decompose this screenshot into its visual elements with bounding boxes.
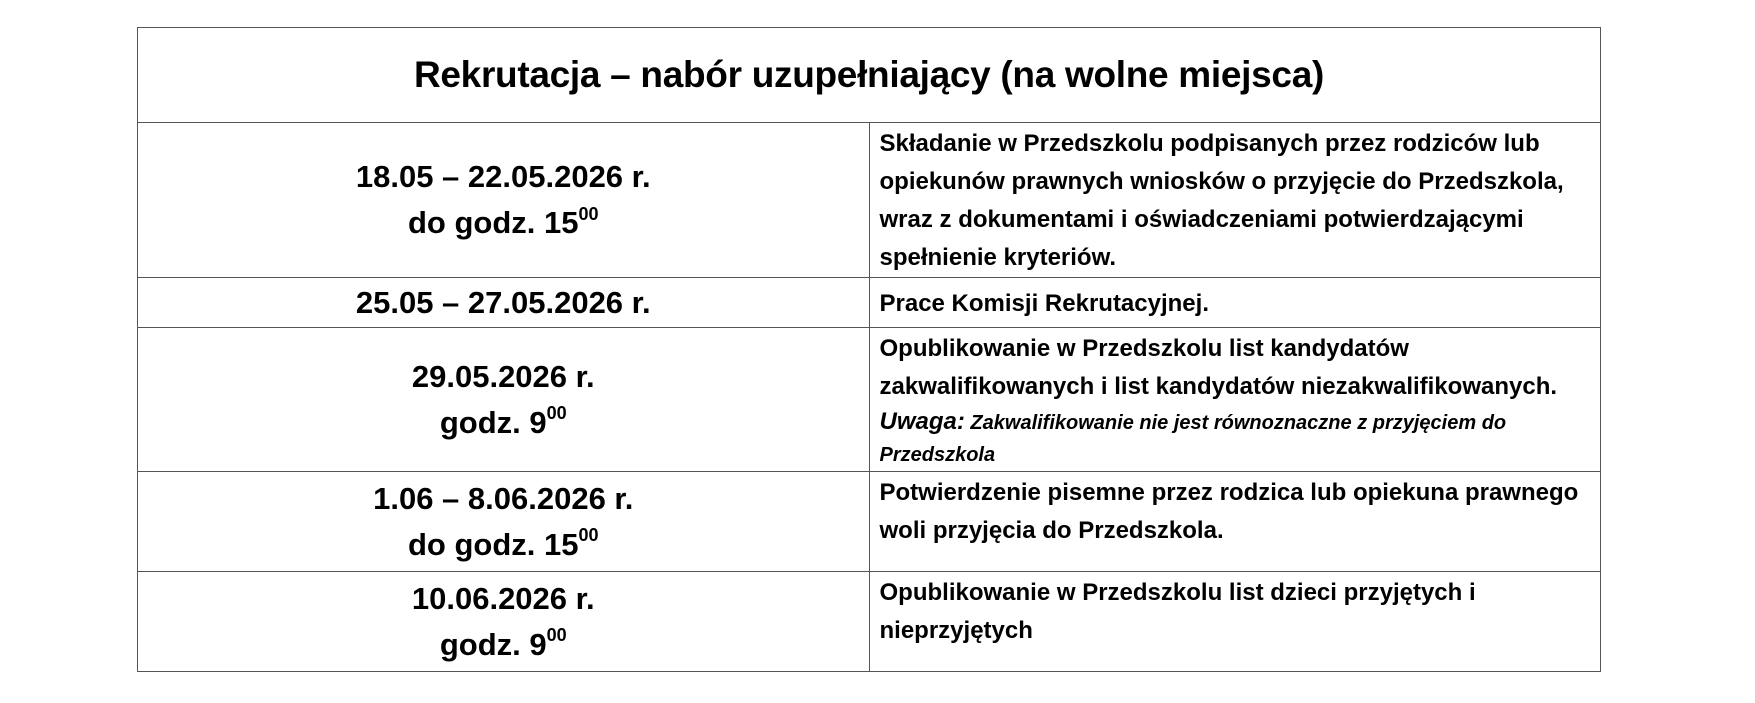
date-cell xyxy=(138,278,870,328)
deadline-time: godz. $9^{00}$ xyxy=(439,625,567,662)
date-range: 18.05 – 22.05.2026 r. xyxy=(355,159,651,194)
table-row xyxy=(138,472,1601,572)
table-header-row xyxy=(138,28,1601,123)
table-row xyxy=(138,572,1601,672)
date-range: 10.06.2026 r. xyxy=(411,580,595,616)
description-text: Opublikowanie w Przedszkolu list kandydatów zakwalifikowanych i list kandydatów niezakwalifikowanych. xyxy=(879,335,1558,400)
date-range: 1.06 – 8.06.2026 r. xyxy=(373,480,634,516)
note-label: Uwaga: xyxy=(879,408,965,435)
date-cell xyxy=(138,123,870,278)
description-cell: Opublikowanie w Przedszkolu list dzieci przyjętych i nieprzyjętych xyxy=(869,572,1601,672)
table-row xyxy=(138,123,1601,278)
date-range: 29.05.2026 r. xyxy=(411,358,595,394)
deadline-time: godz. $9^{00}$ xyxy=(439,403,567,440)
page-title: Rekrutacja – nabór uzupełniający (na wolne miejsca) xyxy=(138,28,1601,123)
description-cell: Prace Komisji Rekrutacyjnej. xyxy=(869,278,1601,328)
recruitment-schedule-table xyxy=(137,27,1601,672)
date-range: 25.05 – 27.05.2026 r. xyxy=(355,284,651,320)
table-row xyxy=(138,278,1601,328)
deadline-time: do godz. $15^{00}$ xyxy=(407,203,599,240)
description-cell xyxy=(869,328,1601,472)
deadline-time: do godz. $15^{00}$ xyxy=(407,525,599,562)
date-cell xyxy=(138,572,870,672)
description-cell: Składanie w Przedszkolu podpisanych przez rodziców lub opiekunów prawnych wniosków o przyjęcie do Przedszkola, wraz z dokumentami i oświadczeniami potwierdzającymi spełnienie kryteriów. xyxy=(869,123,1601,278)
date-cell xyxy=(138,328,870,472)
note xyxy=(880,406,1591,471)
table-row xyxy=(138,328,1601,472)
description-cell: Potwierdzenie pisemne przez rodzica lub opiekuna prawnego woli przyjęcia do Przedszkola. xyxy=(869,472,1601,572)
date-cell xyxy=(138,472,870,572)
note-text: Zakwalifikowanie nie jest równoznaczne z przyjęciem do Przedszkola xyxy=(879,412,1507,466)
